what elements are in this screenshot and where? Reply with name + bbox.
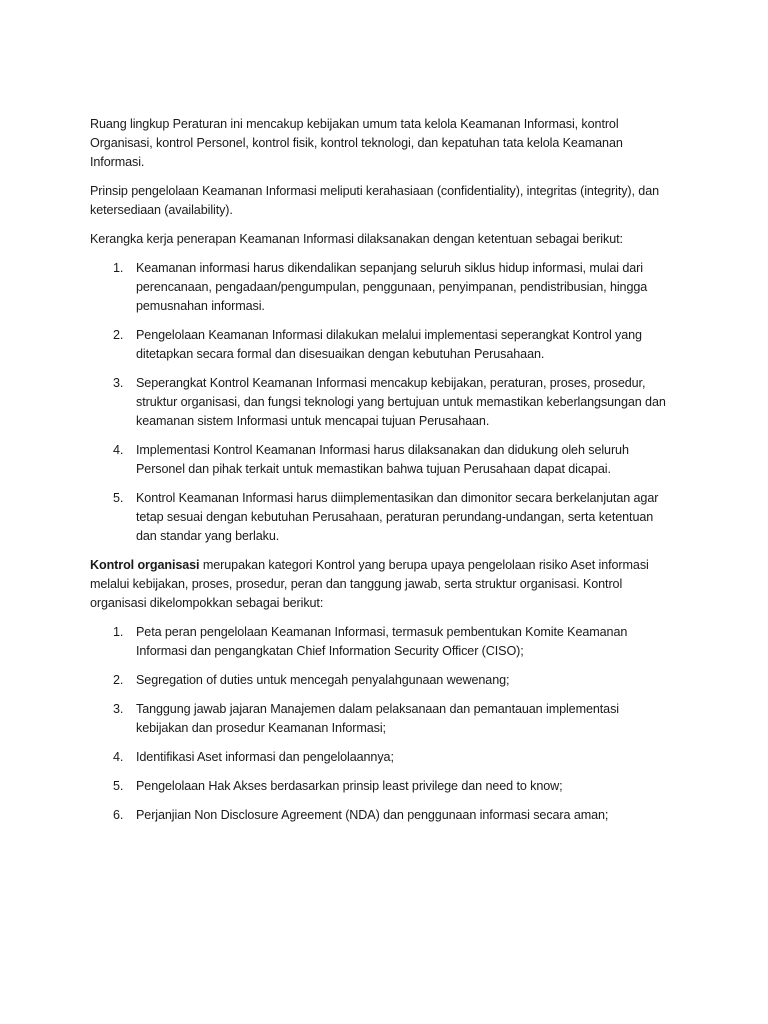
framework-list [90,259,670,546]
list-item [90,259,670,316]
list-item-text: Tanggung jawab jajaran Manajemen dalam pelaksanaan dan pemantauan implementasi kebijakan dan prosedur Keamanan Informasi; [136,702,619,735]
list-item-text: Identifikasi Aset informasi dan pengelolaannya; [136,750,394,764]
list-item [90,623,670,661]
org-control-paragraph [90,556,670,613]
list-item-text: Segregation of duties untuk mencegah penyalahgunaan wewenang; [136,673,510,687]
org-control-term: Kontrol organisasi [90,558,200,572]
list-item [90,671,670,690]
list-number: 6. [113,808,124,822]
list-item [90,374,670,431]
list-item-text: Peta peran pengelolaan Keamanan Informasi, termasuk pembentukan Komite Keamanan Informasi dan pengangkatan Chief Information Security Officer (CISO); [136,625,628,658]
list-item-text: Keamanan informasi harus dikendalikan sepanjang seluruh siklus hidup informasi, mulai dari perencanaan, pengadaan/pengumpulan, penggunaan, penyimpanan, pendistribusian, hingga pemusnahan informasi. [136,261,648,313]
scope-paragraph: Ruang lingkup Peraturan ini mencakup kebijakan umum tata kelola Keamanan Informasi, kontrol Organisasi, kontrol Personel, kontrol fisik, kontrol teknologi, dan kepatuhan tata kelola Keamanan Informasi. [90,117,623,169]
list-item-text: Perjanjian Non Disclosure Agreement (NDA) dan penggunaan informasi secara aman; [136,808,609,822]
list-item [90,777,670,796]
list-number: 5. [113,779,124,793]
list-number: 3. [113,376,124,390]
list-number: 3. [113,702,124,716]
list-number: 2. [113,328,124,342]
list-number: 1. [113,261,124,275]
list-item [90,806,670,825]
list-number: 2. [113,673,124,687]
list-item [90,489,670,546]
list-number: 5. [113,491,124,505]
list-item [90,441,670,479]
framework-intro-paragraph: Kerangka kerja penerapan Keamanan Informasi dilaksanakan dengan ketentuan sebagai berikut: [90,232,623,246]
list-item-text: Seperangkat Kontrol Keamanan Informasi mencakup kebijakan, peraturan, proses, prosedur, struktur organisasi, dan fungsi teknologi yang bertujuan untuk memastikan keberlangsungan dan keamanan sistem Informasi untuk mencapai tujuan Perusahaan. [136,376,666,428]
list-number: 4. [113,443,124,457]
list-item-text: Pengelolaan Hak Akses berdasarkan prinsip least privilege dan need to know; [136,779,563,793]
list-item [90,748,670,767]
document-page [90,115,670,835]
principles-paragraph: Prinsip pengelolaan Keamanan Informasi meliputi kerahasiaan (confidentiality), integritas (integrity), dan ketersediaan (availability). [90,184,660,217]
org-control-text: merupakan kategori Kontrol yang berupa upaya pengelolaan risiko Aset informasi melalui kebijakan, proses, prosedur, peran dan tanggung jawab, serta struktur organisasi. Kontrol organisasi dikelompokkan sebagai berikut: [90,558,649,610]
list-number: 1. [113,625,124,639]
list-item-text: Implementasi Kontrol Keamanan Informasi harus dilaksanakan dan didukung oleh seluruh Personel dan pihak terkait untuk memastikan bahwa tujuan Perusahaan dapat dicapai. [136,443,629,476]
list-item-text: Pengelolaan Keamanan Informasi dilakukan melalui implementasi seperangkat Kontrol yang ditetapkan secara formal dan disesuaikan dengan kebutuhan Perusahaan. [136,328,642,361]
list-item-text: Kontrol Keamanan Informasi harus diimplementasikan dan dimonitor secara berkelanjutan agar tetap sesuai dengan kebutuhan Perusahaan, peraturan perundang-undangan, serta ketentuan dan standar yang berlaku. [136,491,659,543]
list-item [90,700,670,738]
org-control-list [90,623,670,825]
list-item [90,326,670,364]
list-number: 4. [113,750,124,764]
